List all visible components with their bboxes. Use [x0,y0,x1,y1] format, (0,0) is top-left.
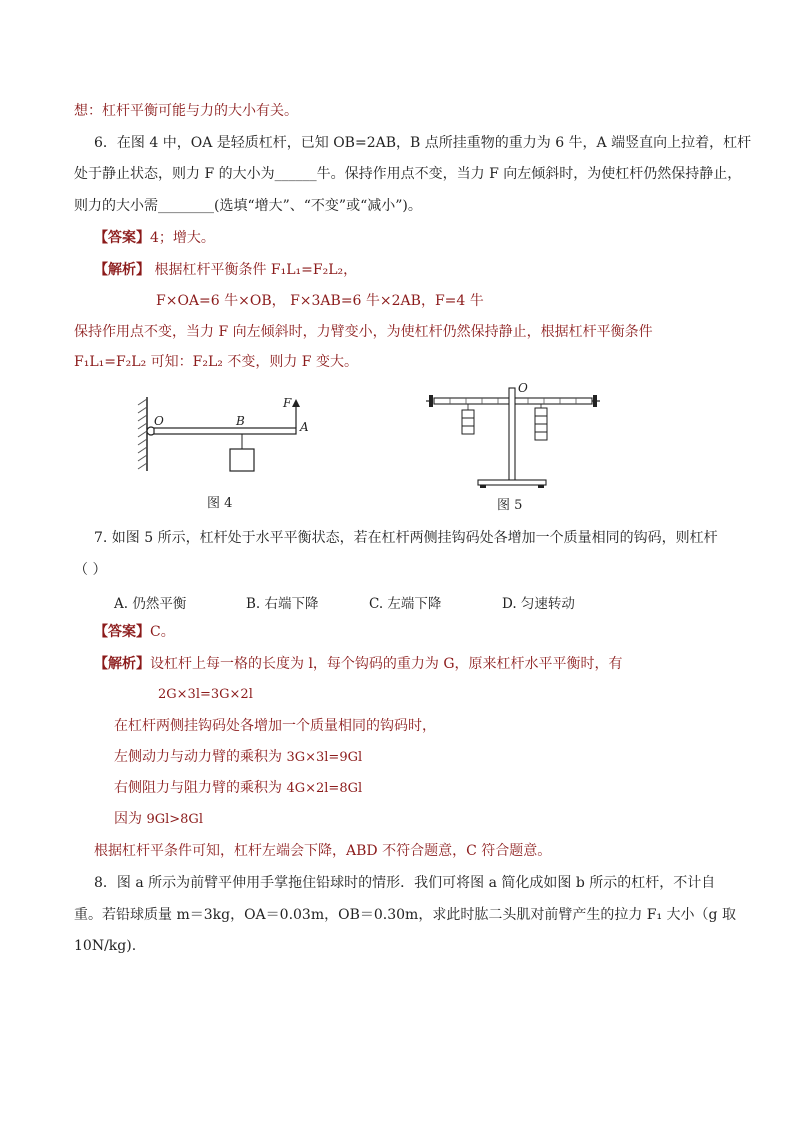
left-balance-nut [429,395,433,407]
analysis-row-6 [94,260,357,280]
analysis-text: 设杠杆上每一格的长度为 l，每个钩码的重力为 G，原来杠杆水平平衡时，有 [150,656,623,672]
question-8-line-2: 重。若铅球质量 m＝3kg，OA＝0.03m，OB＝0.30m，求此时肱二头肌对前臂产生的拉力 F₁ 大小（g 取 [74,907,736,923]
hook-weight [462,426,474,434]
option-c: C. 左端下降 [369,596,442,612]
question-7-line-1: 7. 如图 5 所示，杠杆处于水平平衡状态，若在杠杆两侧挂钩码处各增加一个质量相同的钩码，则杠杆 [94,530,718,546]
answer-tag: 【答案】 [94,624,150,640]
analysis-text: 根据杠杆平条件可知，杠杆左端会下降，ABD 不符合题意，C 符合题意。 [94,843,552,859]
hook-weight [535,432,547,440]
hook-weight [462,418,474,426]
label-o: O [154,414,164,428]
analysis-text: 因为 [114,811,147,827]
hook-weight [535,424,547,432]
analysis-row [114,778,362,799]
option-b: B. 右端下降 [246,596,319,612]
analysis-row [114,747,362,768]
answer-text: C。 [150,624,175,640]
figure-5-caption: 图 5 [497,498,523,513]
stand-base [478,480,546,485]
question-6-line-1: 6．在图 4 中，OA 是轻质杠杆，已知 OB=2AB，B 点所挂重物的重力为 6 牛，A 端竖直向上拉着，杠杆 [94,135,752,151]
analysis-equation: 4G×2l=8Gl [286,781,363,796]
analysis-row [114,809,203,830]
figure-4-lever-diagram [130,385,330,485]
label-f: F [283,396,292,410]
question-6-line-2: 处于静止状态，则力 F 的大小为______牛。保持作用点不变，当力 F 向左倾斜时，为使杠杆仍然保持静止， [74,166,742,182]
analysis-equation: 3G×3l=9Gl [286,750,363,765]
question-7-line-2: （ ） [74,562,107,578]
label-o: O [518,381,528,395]
analysis-text: 保持作用点不变，当力 F 向左倾斜时，力臂变小，为使杠杆仍然保持静止，根据杠杆平衡条件 [74,324,653,340]
analysis-text: 左侧动力与动力臂的乘积为 [114,749,287,765]
analysis-text: 根据杠杆平衡条件 F₁L₁=F₂L₂， [150,262,358,278]
wall-hatching [138,399,147,469]
text-line: 想：杠杆平衡可能与力的大小有关。 [74,103,298,119]
right-balance-nut [593,395,597,407]
hook-weight [535,416,547,424]
figure-5-lever-stand-diagram [420,380,610,490]
analysis-equation: F×OA=6 牛×OB， F×3AB=6 牛×2AB，F=4 牛 [156,293,484,309]
question-8-line-3: 10N/kg). [74,938,137,954]
analysis-equation: 9Gl>8Gl [146,812,203,827]
option-d: D. 匀速转动 [502,596,575,612]
analysis-row-7 [94,654,623,674]
label-a: A [300,420,309,434]
lever-bar [154,428,296,434]
option-a: A. 仍然平衡 [114,596,187,612]
analysis-tag: 【解析】 [94,262,150,278]
hook-weight [535,408,547,416]
answer-row-6 [94,228,215,248]
analysis-text: F₁L₁=F₂L₂ 可知：F₂L₂ 不变，则力 F 变大。 [74,354,358,370]
analysis-text: 右侧阻力与阻力臂的乘积为 [114,780,287,796]
label-b: B [236,414,245,428]
answer-row-7 [94,622,175,642]
question-6-line-3: 则力的大小需________(选填“增大”、“不变”或“减小”)。 [74,198,422,214]
answer-tag: 【答案】 [94,230,150,246]
figure-4-caption: 图 4 [207,496,233,511]
analysis-equation: 2G×3l=3G×2l [158,687,253,702]
question-8-line-1: 8．图 a 所示为前臂平伸用手掌拖住铅球时的情形．我们可将图 a 简化成如图 b 所示的杠杆，不计自 [94,875,716,891]
support-post [509,388,515,482]
analysis-tag: 【解析】 [94,656,150,672]
answer-text: 4；增大。 [150,230,215,246]
weight-block [230,449,254,471]
force-arrow-head [292,399,300,407]
hook-weight [462,410,474,418]
analysis-text: 在杠杆两侧挂钩码处各增加一个质量相同的钩码时， [114,718,436,734]
